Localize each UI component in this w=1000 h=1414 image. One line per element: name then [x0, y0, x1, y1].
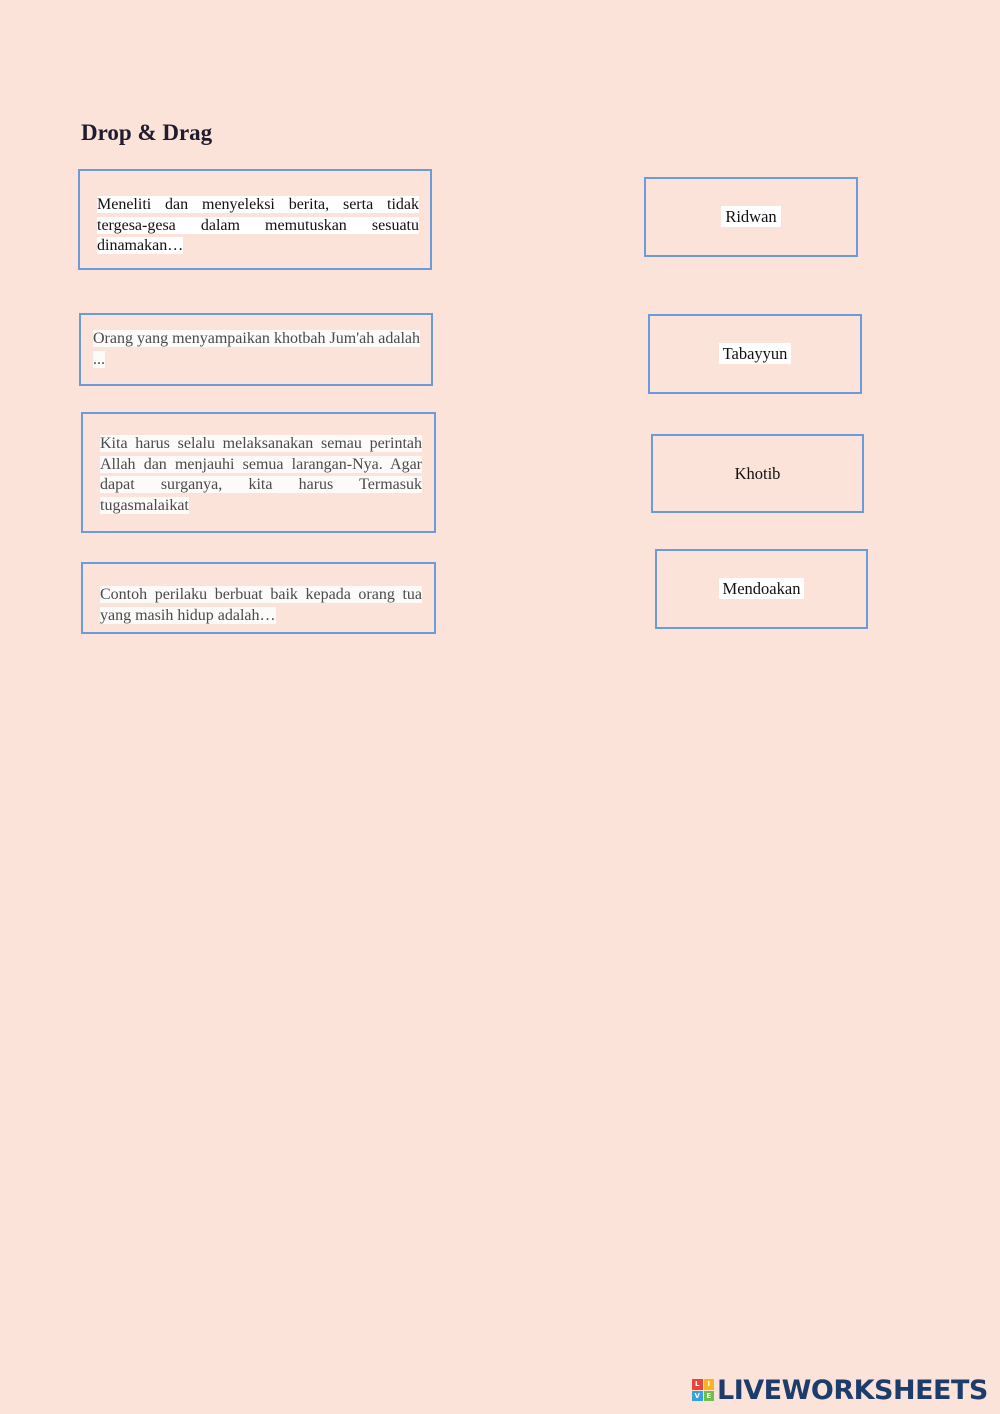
- answer-box-ridwan[interactable]: [644, 177, 858, 257]
- answer-label-khotib: Khotib: [734, 463, 781, 483]
- answer-box-mendoakan[interactable]: [655, 549, 868, 629]
- logo-icon-cell-i: I: [704, 1379, 715, 1390]
- question-text-1: [97, 195, 419, 257]
- page-title: Drop & Drag: [81, 120, 213, 145]
- answer-label-mendoakan: Mendoakan: [657, 579, 866, 599]
- question-text-2-content: Orang yang menyampaikan khotbah Jum'ah adalah ...: [93, 330, 420, 368]
- question-text-2: [93, 329, 420, 370]
- liveworksheets-logo-text: LIVEWORKSHEETS: [717, 1374, 988, 1406]
- liveworksheets-logo-icon: [692, 1379, 714, 1401]
- question-text-3: [100, 434, 422, 516]
- logo-icon-cell-e: E: [704, 1391, 715, 1402]
- liveworksheets-logo: [692, 1372, 988, 1408]
- logo-icon-cell-l: L: [692, 1379, 703, 1390]
- question-text-1-content: Meneliti dan menyeleksi berita, serta tidak tergesa-gesa dalam memutuskan sesuatu dinamakan…: [97, 196, 419, 254]
- question-text-3-content: Kita harus selalu melaksanakan semau perintah Allah dan menjauhi semua larangan-Nya. Agar dapat surganya, kita harus Termasuk tugasmalaikat: [100, 435, 422, 514]
- answer-label-ridwan: Ridwan: [646, 207, 856, 227]
- question-text-4: [100, 585, 422, 626]
- answer-label-tabayyun: Tabayyun: [650, 344, 860, 364]
- answer-box-khotib[interactable]: [651, 434, 864, 513]
- answer-box-tabayyun[interactable]: [648, 314, 862, 394]
- question-text-4-content: Contoh perilaku berbuat baik kepada orang tua yang masih hidup adalah…: [100, 586, 422, 624]
- logo-icon-cell-v: V: [692, 1391, 703, 1402]
